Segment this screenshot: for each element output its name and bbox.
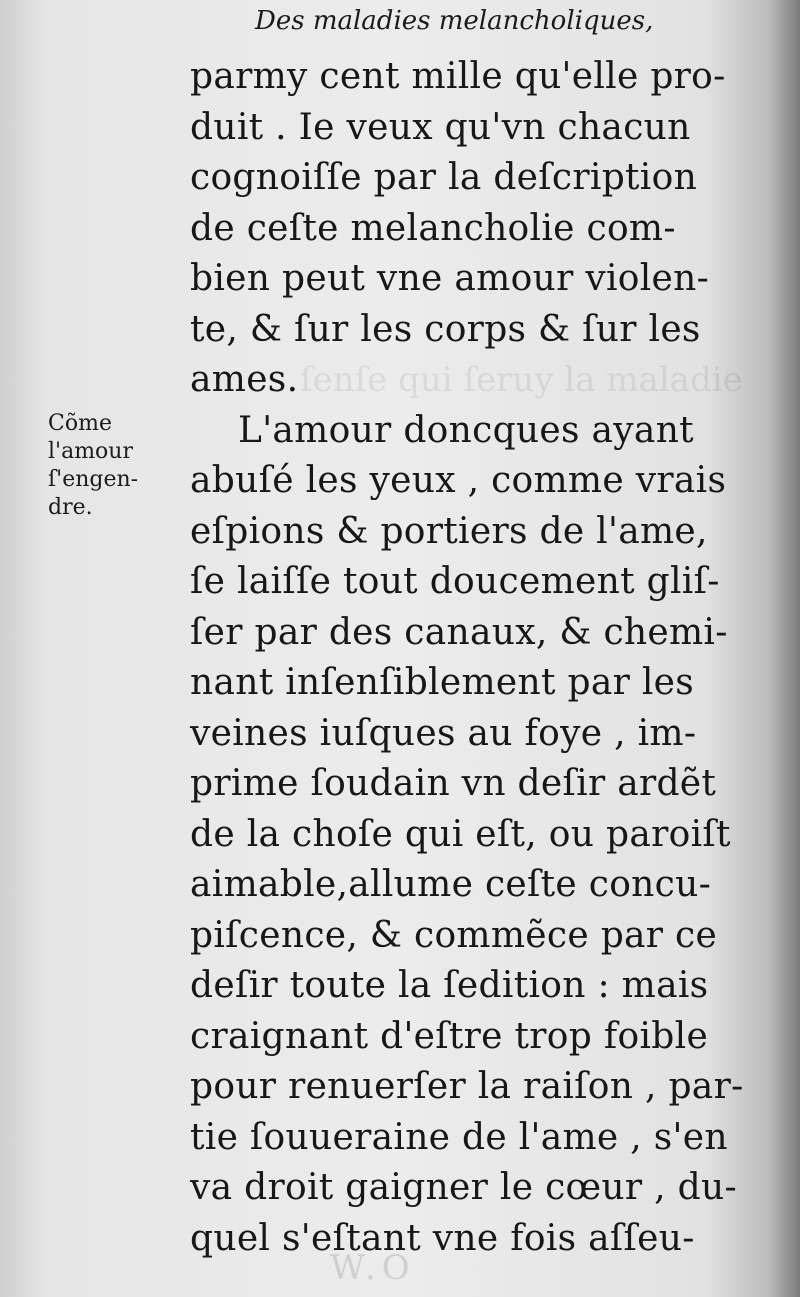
text-line: cognoiſſe par la deſcription (190, 157, 698, 198)
text-line: craignant d'eſtre trop foible (190, 1015, 709, 1057)
body-text (190, 52, 750, 1264)
margin-note (48, 410, 178, 522)
text-line: tie ſouueraine de l'ame , s'en (190, 1116, 728, 1158)
text-line: quel s'eſtant vne fois aſſeu- (190, 1217, 695, 1259)
text-line: ſer par des canaux, & chemi- (190, 611, 728, 653)
text-line: aimable,allume ceſte concu- (190, 864, 712, 905)
show-through-text: ſenſe qui ſeruy la maladie (300, 360, 743, 400)
text-line: piſcence, & commẽce par ce (190, 914, 718, 956)
text-line: ſe laiſſe tout doucement gliſ- (190, 561, 720, 602)
margin-note-line: ſ'engen- (48, 467, 139, 492)
library-stamp: W.O (330, 1248, 416, 1288)
margin-note-line: l'amour (48, 439, 133, 464)
text-line: nant inſenſiblement par les (190, 662, 695, 703)
text-line: duit . Ie veux qu'vn chacun (190, 106, 691, 148)
text-line: bien peut vne amour violen- (190, 258, 710, 299)
text-line: pour renuerſer la raiſon , par- (190, 1066, 744, 1107)
margin-note-line: dre. (48, 495, 93, 520)
text-line: veines iuſques au foye , im- (190, 712, 697, 754)
text-line: prime ſoudain vn deſir ardẽt (190, 763, 717, 804)
text-line: de ceſte melancholie com- (190, 207, 676, 249)
margin-note-line: Cõme (48, 411, 112, 436)
text-line: va droit gaigner le cœur , du- (190, 1167, 737, 1208)
text-line: abuſé les yeux , comme vrais (190, 460, 727, 501)
text-line: te, & ſur les corps & ſur les (190, 308, 701, 350)
running-head: Des maladies melancholiques, (255, 6, 654, 36)
text-line: parmy cent mille qu'elle pro- (190, 56, 726, 97)
text-line: ames. (190, 359, 299, 400)
text-line: deſir toute la ſedition : mais (190, 965, 709, 1006)
text-line: de la choſe qui eſt, ou paroiſt (190, 813, 731, 855)
paragraph-start-line: L'amour doncques ayant (238, 409, 694, 451)
text-line: eſpions & portiers de l'ame, (190, 510, 708, 552)
